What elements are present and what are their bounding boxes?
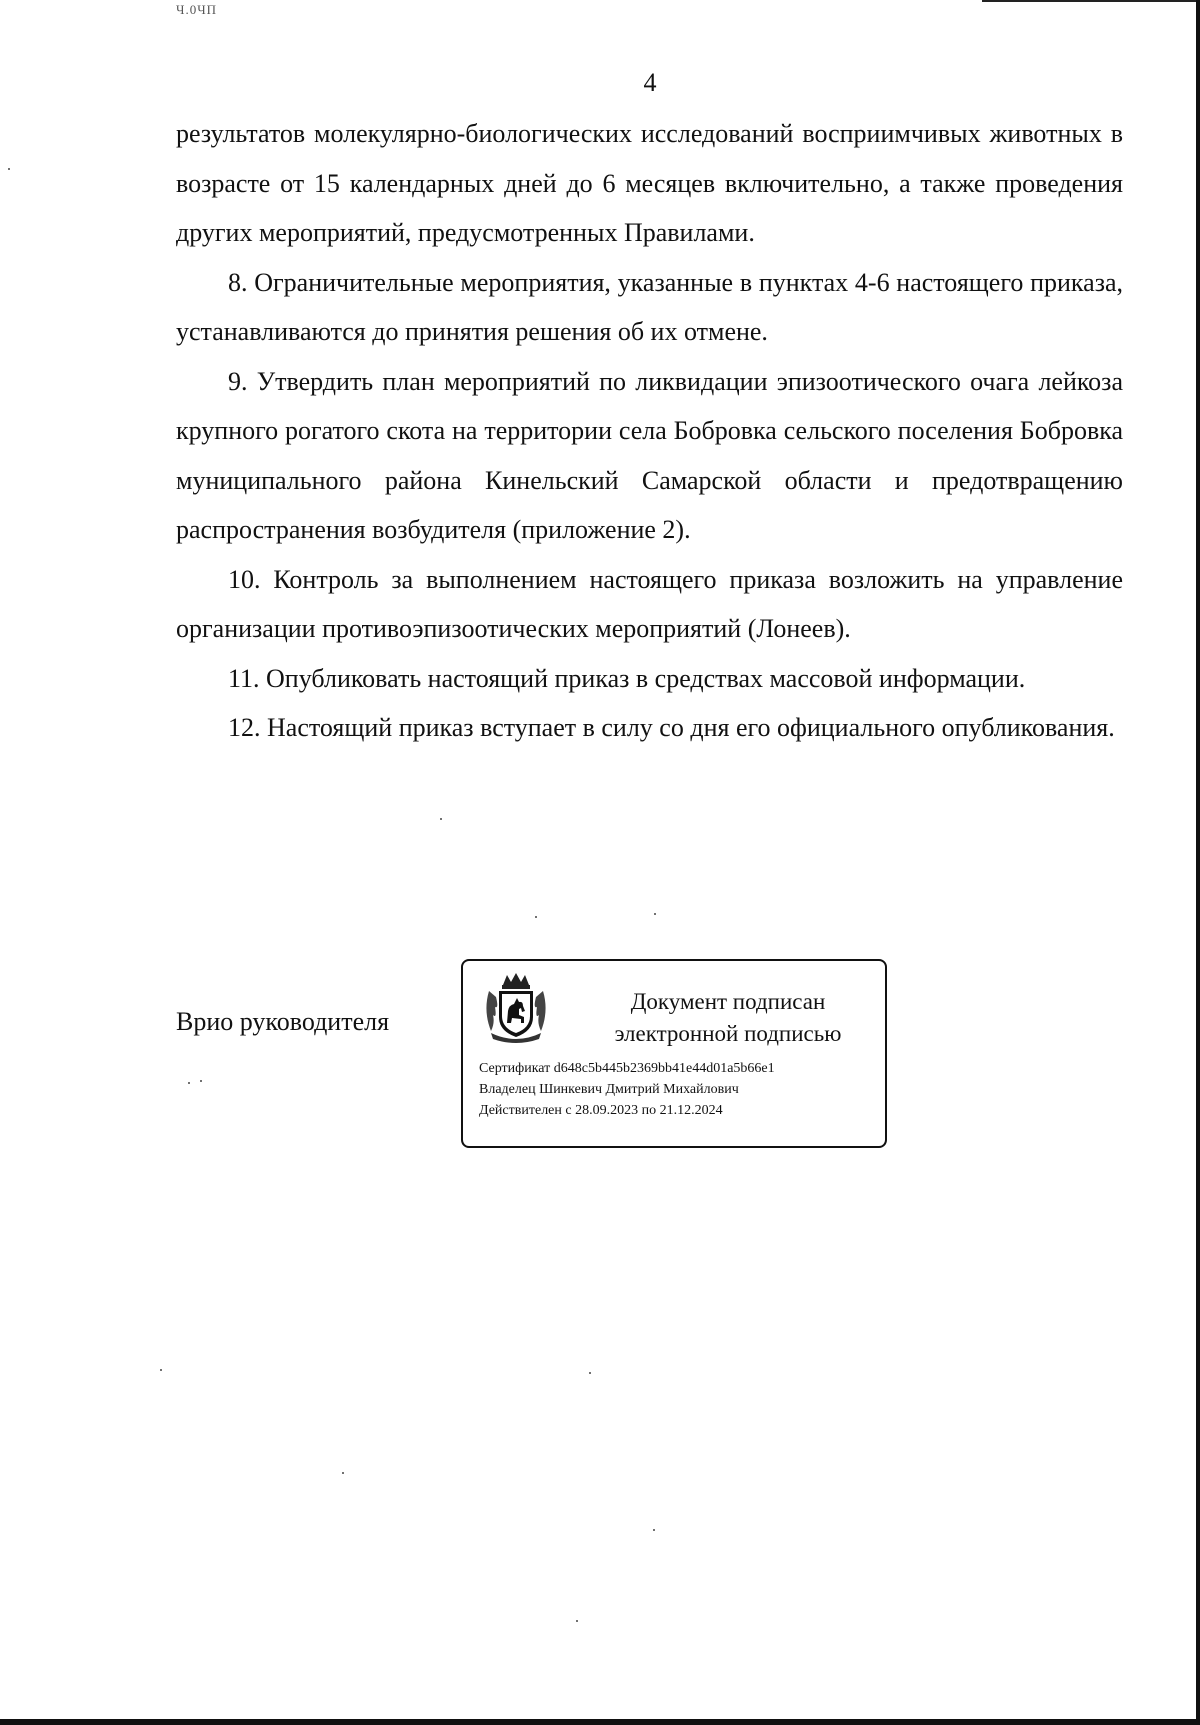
scan-speck bbox=[589, 1372, 591, 1374]
corner-mark: Ч.0ЧП bbox=[176, 2, 218, 17]
stamp-heading-line1: Документ подписан bbox=[630, 989, 826, 1014]
scan-speck bbox=[160, 1369, 162, 1371]
certificate-validity: Действителен с 28.09.2023 по 21.12.2024 bbox=[479, 1103, 723, 1118]
right-edge-rule bbox=[1196, 0, 1200, 1725]
scan-speck bbox=[576, 1620, 578, 1622]
certificate-number: Сертификат d648c5b445b2369bb41e44d01a5b66e1 bbox=[479, 1061, 775, 1076]
scan-speck bbox=[342, 1472, 344, 1474]
scan-speck bbox=[654, 913, 656, 915]
electronic-signature-stamp bbox=[461, 959, 887, 1148]
certificate-owner: Владелец Шинкевич Дмитрий Михайлович bbox=[479, 1082, 739, 1097]
paragraph-item-9: 9. Утвердить план мероприятий по ликвидации эпизоотического очага лейкоза крупного рогатого скота на территории села Бобровка сельского поселения Бобровка муниципального района Кинельский Самарской области и предотвращению распространения возбудителя (приложение 2). bbox=[176, 366, 1123, 544]
document-body bbox=[176, 109, 1123, 753]
scan-speck bbox=[535, 916, 537, 918]
paragraph-continuation: результатов молекулярно-биологических исследований восприимчивых животных в возрасте от 15 календарных дней до 6 месяцев включительно, а также проведения других мероприятий, предусмотренных Правилами. bbox=[176, 119, 1123, 247]
stamp-heading bbox=[593, 986, 863, 1050]
scan-speck bbox=[8, 168, 10, 170]
stamp-details bbox=[479, 1058, 775, 1121]
bottom-edge-rule bbox=[0, 1719, 1200, 1725]
paragraph-item-8: 8. Ограничительные мероприятия, указанные в пунктах 4-6 настоящего приказа, устанавливаются до принятия решения об их отмене. bbox=[176, 267, 1123, 346]
scan-speck bbox=[653, 1529, 655, 1531]
page-number: 4 bbox=[643, 68, 657, 97]
signer-title: Врио руководителя bbox=[176, 1007, 390, 1036]
paragraph-item-11: 11. Опубликовать настоящий приказ в средствах массовой информации. bbox=[228, 663, 1026, 693]
paragraph-item-10: 10. Контроль за выполнением настоящего приказа возложить на управление организации противоэпизоотических мероприятий (Лонеев). bbox=[176, 564, 1123, 643]
stamp-heading-line2: электронной подписью bbox=[614, 1021, 842, 1046]
scan-speck bbox=[440, 818, 442, 820]
top-edge-rule bbox=[982, 0, 1200, 2]
scan-speck bbox=[200, 1080, 202, 1082]
coat-of-arms-icon bbox=[481, 971, 551, 1043]
scan-speck bbox=[188, 1082, 190, 1084]
paragraph-item-12: 12. Настоящий приказ вступает в силу со дня его официального опубликования. bbox=[228, 713, 1115, 742]
